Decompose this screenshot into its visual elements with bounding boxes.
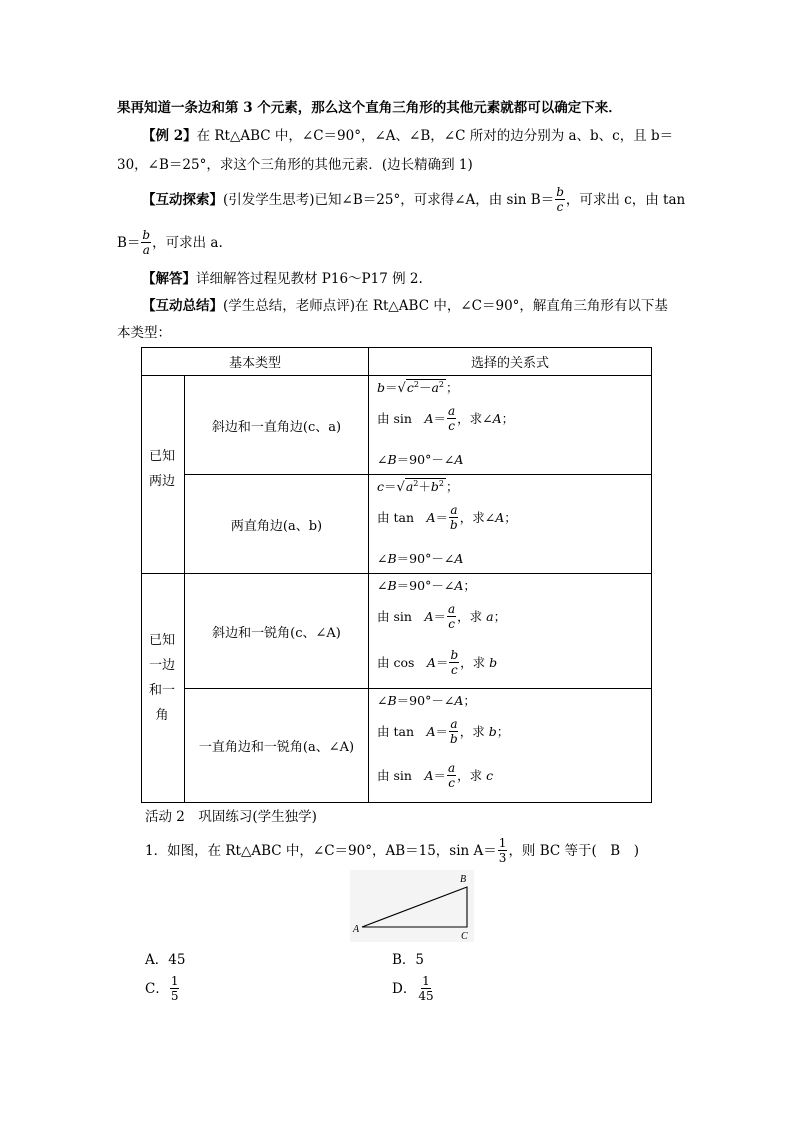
summary-tag: 【互动总结】 xyxy=(142,298,223,314)
summary-line1 xyxy=(142,294,668,314)
option-d-fraction: $\frac{1}{45}$ xyxy=(418,974,434,1003)
option-d: D． $\frac{1}{45}$ xyxy=(392,974,434,1003)
explore-tag: 【互动探索】 xyxy=(142,192,223,208)
triangle-figure xyxy=(350,870,474,942)
fraction-b-over-a: $\frac{b}{a}$ xyxy=(142,228,151,257)
group1-label: 已知 两边 xyxy=(148,449,175,489)
option-c-fraction: $\frac{1}{5}$ xyxy=(170,974,179,1003)
triangle-svg xyxy=(350,870,474,942)
triangle-vertex-a: A xyxy=(353,924,360,935)
fraction-one-third: $\frac{1}{3}$ xyxy=(498,836,507,865)
explore-text-b: ，可求出 c，由 tan xyxy=(565,192,686,208)
table-header-relation: 选择的关系式 xyxy=(470,356,549,371)
example2-tag: 【例 2】 xyxy=(142,128,197,144)
row3-type: 斜边和一锐角(c、∠A) xyxy=(212,625,341,641)
row2-relations: $c=√a^2+b^2$ ； 由 tan A＝ $\frac{a}{b}$ ，求∠A； ∠B＝90°－∠A xyxy=(377,478,517,566)
types-table xyxy=(141,347,652,803)
table-header-type: 基本类型 xyxy=(228,356,281,371)
row2-type: 两直角边(a、b) xyxy=(230,518,323,534)
explore-line2 xyxy=(117,230,223,257)
answer-text: 详细解答过程见教材 P16～P17 例 2. xyxy=(196,271,423,287)
row4-relations: ∠B＝90°－∠A； 由 tan A＝ $\frac{a}{b}$ ，求 b； 由 sin A＝ $\frac{a}{c}$ ，求 c xyxy=(377,693,510,790)
row1-relations: $b=√c^2-a^2$ ； 由 sin A＝ $\frac{a}{c}$ ，求∠A； ∠B＝90°－∠A xyxy=(377,379,515,467)
example2-line2: 30，∠B＝25°，求这个三角形的其他元素．(边长精确到 1) xyxy=(117,157,473,173)
option-a: A．45 xyxy=(145,952,186,968)
example2-line1 xyxy=(142,124,673,144)
answer-tag: 【解答】 xyxy=(142,271,196,287)
example2-text1: 在 Rt△ABC 中，∠C＝90°，∠A、∠B，∠C 所对的边分别为 a、b、c，且 b＝ xyxy=(196,128,674,144)
answer-line xyxy=(142,267,423,287)
fraction-b-over-c: $\frac{b}{c}$ xyxy=(556,185,564,214)
question1-text-post: ，则 BC 等于( B ) xyxy=(508,843,639,859)
triangle-vertex-b: B xyxy=(460,874,467,885)
question1-text-pre: 1．如图，在 Rt△ABC 中，∠C＝90°，AB＝15，sin A＝ xyxy=(145,843,497,859)
group2-label: 已知 一边 和一 角 xyxy=(148,633,175,723)
intro-text: 果再知道一条边和第 3 个元素，那么这个直角三角形的其他元素就都可以确定下来． xyxy=(117,100,622,116)
option-c: C． $\frac{1}{5}$ xyxy=(145,974,179,1003)
summary-text1: (学生总结，老师点评)在 Rt△ABC 中，∠C＝90°，解直角三角形有以下基 xyxy=(223,298,668,314)
explore-text-d: ，可求出 a. xyxy=(152,235,223,251)
activity2-title: 活动 2 巩固练习(学生独学) xyxy=(145,809,317,825)
triangle-vertex-c: C xyxy=(461,931,468,942)
explore-line1 xyxy=(142,187,685,214)
row1-type: 斜边和一直角边(c、a) xyxy=(211,419,342,435)
option-b: B．5 xyxy=(392,952,425,968)
row4-type: 一直角边和一锐角(a、∠A) xyxy=(198,740,355,755)
explore-text-c: B＝ xyxy=(117,235,141,251)
summary-line2: 本类型： xyxy=(117,325,171,341)
question1-text xyxy=(145,838,639,865)
explore-text-a: (引发学生思考)已知∠B＝25°，可求得∠A，由 sin B＝ xyxy=(223,192,555,208)
row3-relations: ∠B＝90°－∠A； 由 sin A＝ $\frac{a}{c}$ ，求 a； 由 cos A＝ $\frac{b}{c}$ ，求 b xyxy=(377,578,507,677)
